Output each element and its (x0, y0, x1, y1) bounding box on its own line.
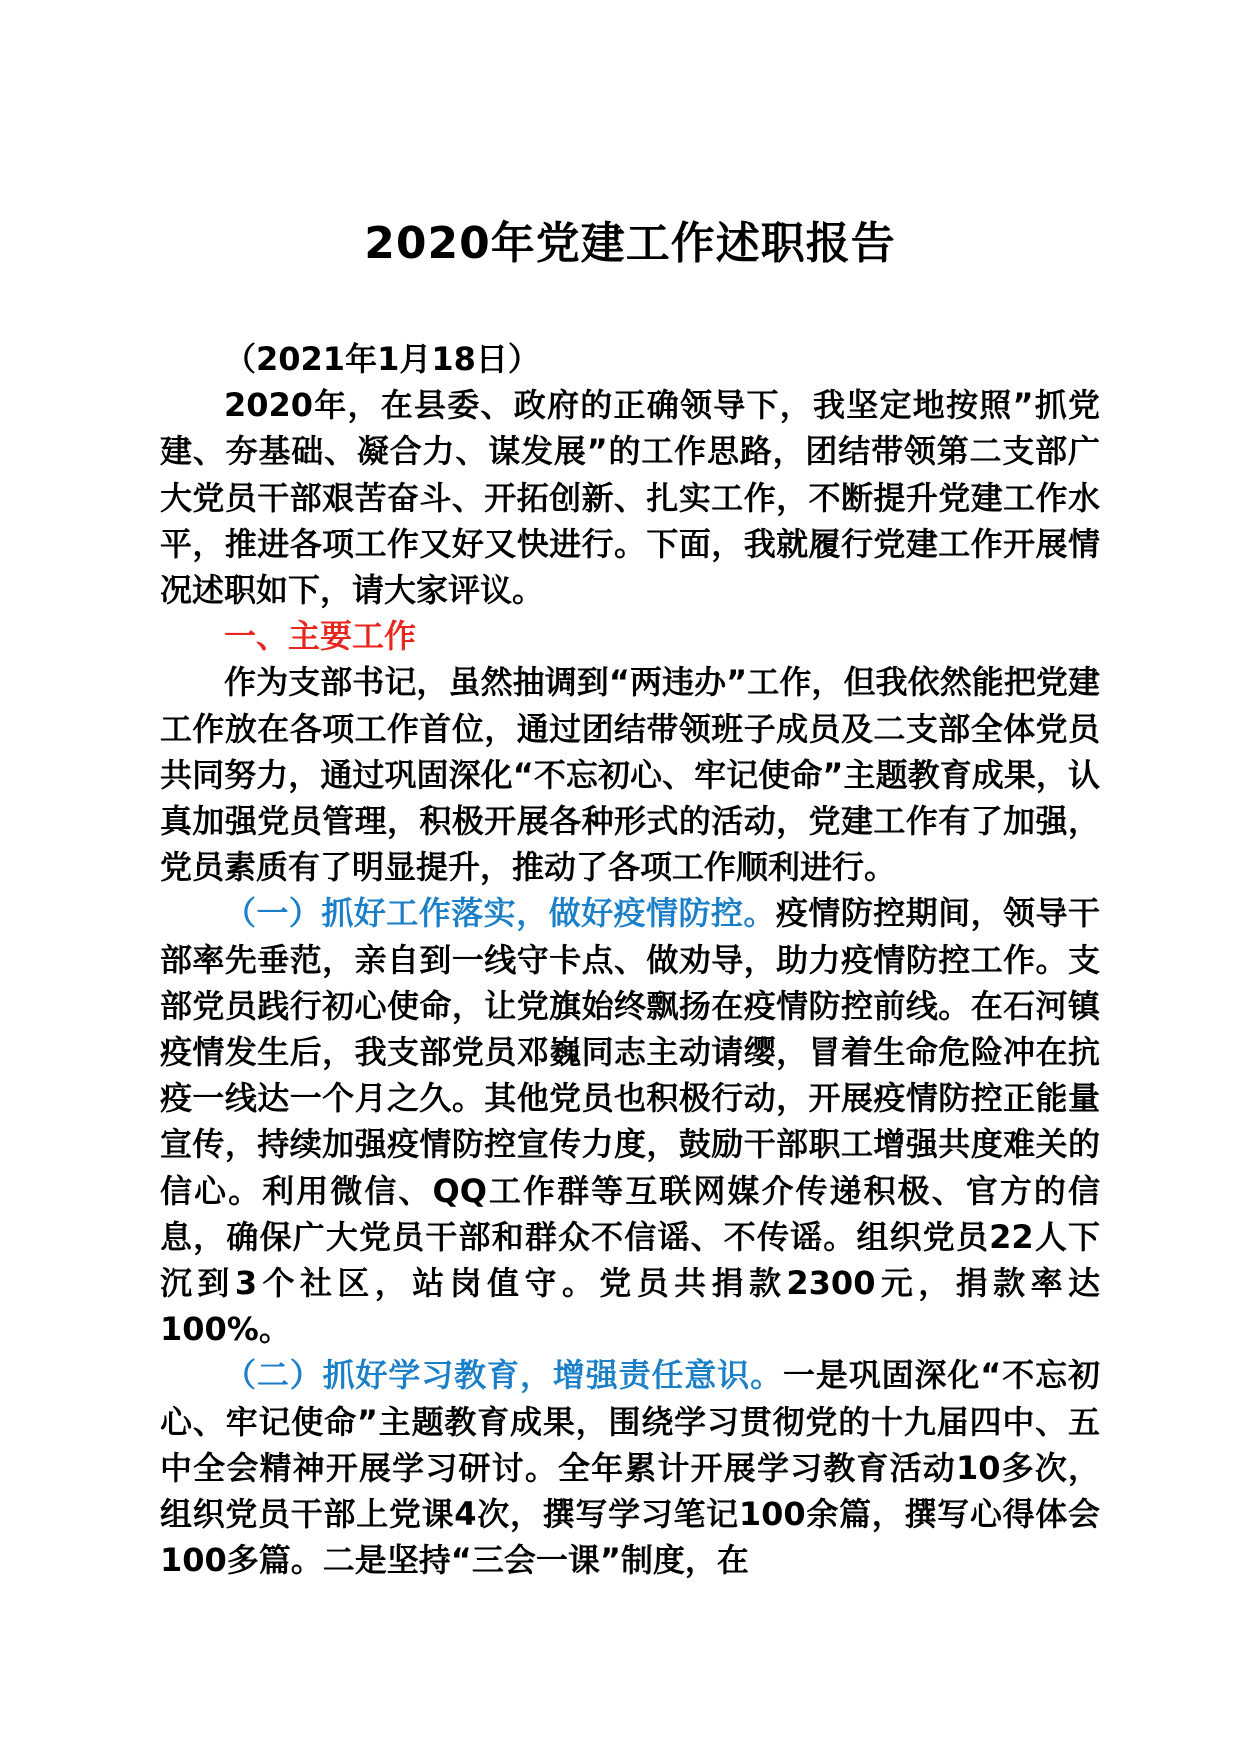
date-line: （2021年1月18日） (224, 340, 540, 378)
page-title: 2020年党建工作述职报告 (364, 218, 896, 269)
subsection-text-epidemic: 疫情防控期间，领导干部率先垂范，亲自到一线守卡点、做劝导，助力疫情防控工作。支部党员践行初心使命，让党旗始终飘扬在疫情防控前线。在石河镇疫情发生后，我支部党员邓巍同志主动请缨，冒着生命危险冲在抗疫一线达一个月之久。其他党员也积极行动，开展疫情防控正能量宣传，持续加强疫情防控宣传力度，鼓励干部职工增强共度难关的信心。利用微信、QQ工作群等互联网媒介传递积极、官方的信息，确保广大党员干部和群众不信谣、不传谣。组织党员22人下沉到3个社区，站岗值守。党员共捐款2300元，捐款率达100%。 (160, 894, 1100, 1349)
section-heading-main-work: 一、主要工作 (224, 617, 417, 656)
section-paragraph-main-work: 作为支部书记，虽然抽调到“两违办”工作，但我依然能把党建工作放在各项工作首位，通过团结带领班子成员及二支部全体党员共同努力，通过巩固深化“不忘初心、牢记使命”主题教育成果，认真加强党员管理，积极开展各种形式的活动，党建工作有了加强，党员素质有了明显提升，推动了各项工作顺利进行。 (160, 663, 1100, 887)
subsection-paragraph-study (160, 1352, 1100, 1583)
subsection-heading-epidemic: （一）抓好工作落实，做好疫情防控。 (224, 894, 776, 933)
intro-paragraph: 2020年，在县委、政府的正确领导下，我坚定地按照”抓党建、夯基础、凝合力、谋发展”的工作思路，团结带领第二支部广大党员干部艰苦奋斗、开拓创新、扎实工作，不断提升党建工作水平，推进各项工作又好又快进行。下面，我就履行党建工作开展情况述职如下，请大家评议。 (160, 386, 1100, 610)
subsection-paragraph-epidemic (160, 890, 1100, 1352)
document-body (160, 336, 1100, 1583)
subsection-heading-study: （二）抓好学习教育，增强责任意识。 (224, 1356, 783, 1395)
subsection-text-study: 一是巩固深化“不忘初心、牢记使命”主题教育成果，围绕学习贯彻党的十九届四中、五中全会精神开展学习研讨。全年累计开展学习教育活动10多次，组织党员干部上党课4次，撰写学习笔记100余篇，撰写心得体会100多篇。二是坚持“三会一课”制度，在 (160, 1356, 1100, 1580)
